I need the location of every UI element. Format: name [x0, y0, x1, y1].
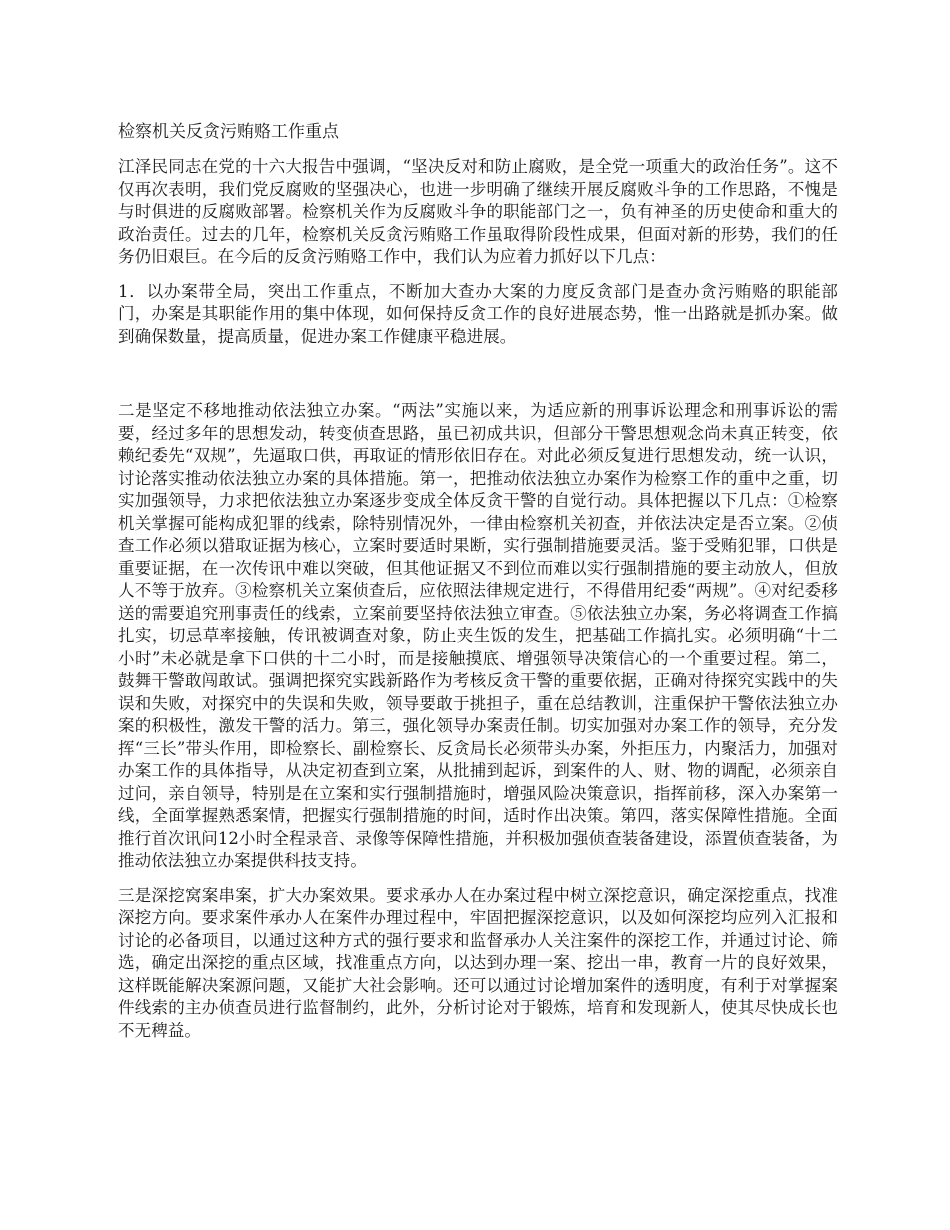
paragraph-intro: 江泽民同志在党的十六大报告中强调，“坚决反对和防止腐败，是全党一项重大的政治任务”。这不仅再次表明，我们党反腐败的坚强决心，也进一步明确了继续开展反腐败斗争的工作思路，不愧是与时俱进的反腐败部署。检察机关作为反腐败斗争的职能部门之一，负有神圣的历史使命和重大的政治责任。过去的几年，检察机关反贪污贿赂工作虽取得阶段性成果，但面对新的形势，我们的任务仍旧艰巨。在今后的反贪污贿赂工作中，我们认为应着力抓好以下几点：: [118, 157, 838, 266]
paragraph-point-1: 1．以办案带全局，突出工作重点，不断加大查办大案的力度反贪部门是查办贪污贿赂的职能部门，办案是其职能作用的集中体现，如何保持反贪工作的良好进展态势，惟一出路就是抓办案。做到确保数量，提高质量，促进办案工作健康平稳进展。: [118, 281, 838, 346]
document-title: 检察机关反贪污贿赂工作重点: [118, 122, 339, 142]
paragraph-point-3: 三是深挖窝案串案，扩大办案效果。要求承办人在办案过程中树立深挖意识，确定深挖重点，找准深挖方向。要求案件承办人在案件办理过程中，牢固把握深挖意识，以及如何深挖均应列入汇报和讨论的必备项目，以通过这种方式的强行要求和监督承办人关注案件的深挖工作，并通过讨论、筛选，确定出深挖的重点区域，找准重点方向，以达到办理一案、挖出一串，教育一片的良好效果，这样既能解决案源问题，又能扩大社会影响。还可以通过讨论增加案件的透明度，有利于对掌握案件线索的主办侦查员进行监督制约，此外，分析讨论对于锻炼，培育和发现新人，使其尽快成长也不无稗益。: [118, 885, 838, 1040]
paragraph-point-2: 二是坚定不移地推动依法独立办案。“两法”实施以来，为适应新的刑事诉讼理念和刑事诉讼的需要，经过多年的思想发动，转变侦查思路，虽已初成共识，但部分干警思想观念尚未真正转变，依赖纪委先“双规”，先逼取口供，再取证的情形依旧存在。对此必须反复进行思想发动，统一认识，讨论落实推动依法独立办案的具体措施。第一，把推动依法独立办案作为检察工作的重中之重，切实加强领导，力求把依法独立办案逐步变成全体反贪干警的自觉行动。具体把握以下几点：①检察机关掌握可能构成犯罪的线索，除特别情况外，一律由检察机关初查，并依法决定是否立案。②侦查工作必须以猎取证据为核心，立案时要适时果断，实行强制措施要灵活。鉴于受贿犯罪，口供是重要证据，在一次传讯中难以突破，但其他证据又不到位而难以实行强制措施的要主动放人，但放人不等于放弃。③检察机关立案侦查后，应依照法律规定进行，不得借用纪委“两规”。④对纪委移送的需要追究刑事责任的线索，立案前要坚持依法独立审查。⑤依法独立办案，务必将调查工作搞扎实，切忌草率接触，传讯被调查对象，防止夹生饭的发生，把基础工作搞扎实。必须明确“十二小时”未必就是拿下口供的十二小时，而是接触摸底、增强领导决策信心的一个重要过程。第二，鼓舞干警敢闯敢试。强调把探究实践新路作为考核反贪干警的重要依据，正确对待探究实践中的失误和失败，对探究中的失误和失败，领导要敢于挑担子，重在总结教训，注重保护干警依法独立办案的积极性，激发干警的活力。第三，强化领导办案责任制。切实加强对办案工作的领导，充分发挥“三长”带头作用，即检察长、副检察长、反贪局长必须带头办案，外拒压力，内聚活力，加强对办案工作的具体指导，从决定初查到立案，从批捕到起诉，到案件的人、财、物的调配，必须亲自过问，亲自领导，特别是在立案和实行强制措施时，增强风险决策意识，指挥前移，深入办案第一线，全面掌握熟悉案情，把握实行强制措施的时间，适时作出决策。第四，落实保障性措施。全面推行首次讯问12小时全程录音、录像等保障性措施，并积极加强侦查装备建设，添置侦查装备，为推动依法独立办案提供科技支持。: [118, 401, 838, 870]
blank-spacer: [118, 360, 838, 400]
document-page: [118, 120, 838, 1054]
